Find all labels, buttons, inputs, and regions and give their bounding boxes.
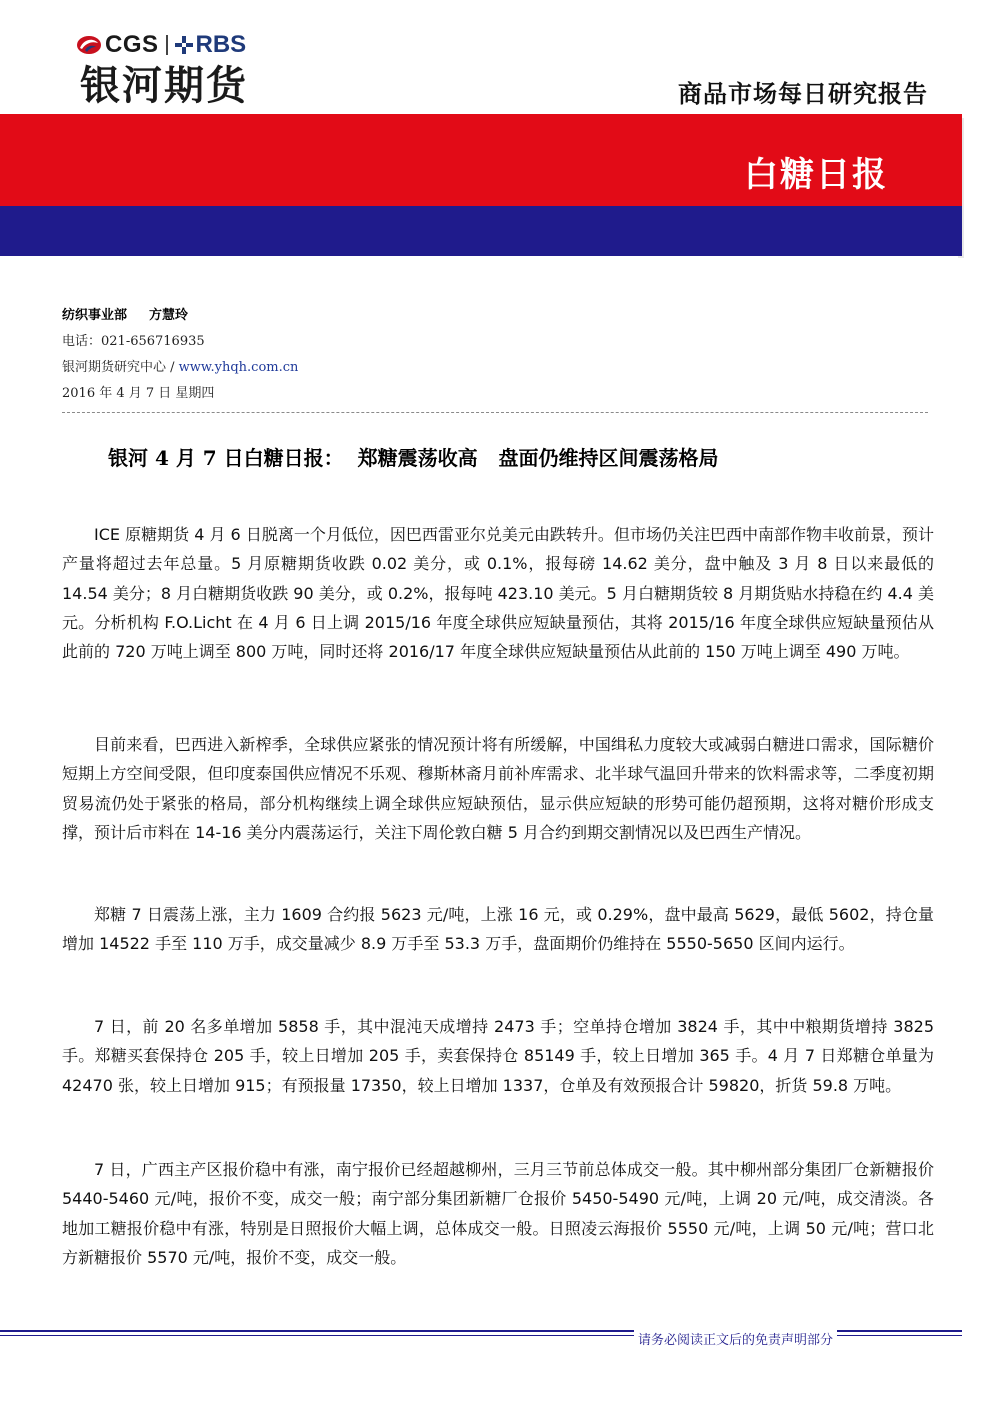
author-name: 方慧玲: [149, 308, 189, 323]
divider: [62, 412, 928, 413]
research-center-name: 银河期货研究中心 /: [62, 360, 179, 375]
paragraph: 目前来看，巴西进入新榨季，全球供应紧张的情况预计将有所缓解，中国缉私力度较大或减弱白糖进口需求，国际糖价短期上方空间受限，但印度泰国供应情况不乐观、穆斯林斋月前补库需求、北半球气温回升带来的饮料需求等，二季度初期贸易流仍处于紧张的格局，部分机构继续上调全球供应短缺预估，显示供应短缺的形势可能仍超预期，这将对糖价形成支撑，预计后市料在 14-16 美分内震荡运行，关注下周伦敦白糖 5 月合约到期交割情况以及巴西生产情况。: [62, 735, 934, 842]
report-type: 商品市场每日研究报告: [678, 80, 928, 108]
cgs-swirl-icon: [76, 34, 102, 56]
research-center: [62, 356, 298, 375]
logo-chinese-name: 银河期货: [80, 63, 248, 109]
author-line: [62, 304, 188, 323]
paragraph: 郑糖 7 日震荡上涨，主力 1609 合约报 5623 元/吨，上涨 16 元，或 0.29%，盘中最高 5629，最低 5602，持仓量增加 14522 手至 110 万手，成交量减少 8.9 万手至 53.3 万手，盘面期价仍维持在 5550-5650 区间内运行。: [62, 905, 934, 954]
company-logo: [76, 28, 286, 118]
rbs-daisy-icon: [175, 36, 193, 54]
department: 纺织事业部: [62, 308, 128, 323]
website-link[interactable]: www.yhqh.com.cn: [178, 360, 299, 375]
banner-blue: [0, 206, 962, 256]
paragraph: ICE 原糖期货 4 月 6 日脱离一个月低位，因巴西雷亚尔兑美元由跌转升。但市场仍关注巴西中南部作物丰收前景，预计产量将超过去年总量。5 月原糖期货收跌 0.02 美分，或 0.1%，报每磅 14.62 美分，盘中触及 3 月 8 日以来最低的 14.54 美分；8 月白糖期货收跌 90 美分，或 0.2%，报每吨 423.10 美元。5 月白糖期货较 8 月期货贴水持稳在约 4.4 美元。分析机构 F.O.Licht 在 4 月 6 日上调 2015/16 年度全球供应短缺量预估，其将 2015/16 年度全球供应短缺量预估从此前的 720 万吨上调至 800 万吨，同时还将 2016/17 年度全球供应短缺量预估从此前的 150 万吨上调至 490 万吨。: [62, 525, 934, 662]
paragraph: 7 日，前 20 名多单增加 5858 手，其中混沌天成增持 2473 手；空单持仓增加 3824 手，其中中粮期货增持 3825 手。郑糖买套保持仓 205 手，较上日增加 205 手，卖套保持仓 85149 手，较上日增加 365 手。4 月 7 日郑糖仓单量为 42470 张，较上日增加 915；有预报量 17350，较上日增加 1337，仓单及有效预报合计 59820，折货 59.8 万吨。: [62, 1017, 934, 1095]
logo-rbs-text: RBS: [195, 31, 247, 58]
author-phone: 电话：021-656716935: [62, 334, 205, 349]
report-date: 2016 年 4 月 7 日 星期四: [62, 386, 215, 401]
logo-cgs-text: CGS: [105, 31, 159, 58]
banner-title: 白糖日报: [744, 155, 888, 195]
headline: 银河 4 月 7 日白糖日报： 郑糖震荡收高 盘面仍维持区间震荡格局: [108, 446, 719, 470]
footer-disclaimer: 请务必阅读正文后的免责声明部分: [634, 1329, 837, 1348]
logo-separator: [166, 35, 168, 55]
paragraph: 7 日，广西主产区报价稳中有涨，南宁报价已经超越柳州，三月三节前总体成交一般。其中柳州部分集团厂仓新糖报价 5440-5460 元/吨，报价不变，成交一般；南宁部分集团新糖厂仓报价 5450-5490 元/吨，上调 20 元/吨，成交清淡。各地加工糖报价稳中有涨，特别是日照报价大幅上调，总体成交一般。日照凌云海报价 5550 元/吨，上调 50 元/吨；营口北方新糖报价 5570 元/吨，报价不变，成交一般。: [62, 1160, 934, 1267]
